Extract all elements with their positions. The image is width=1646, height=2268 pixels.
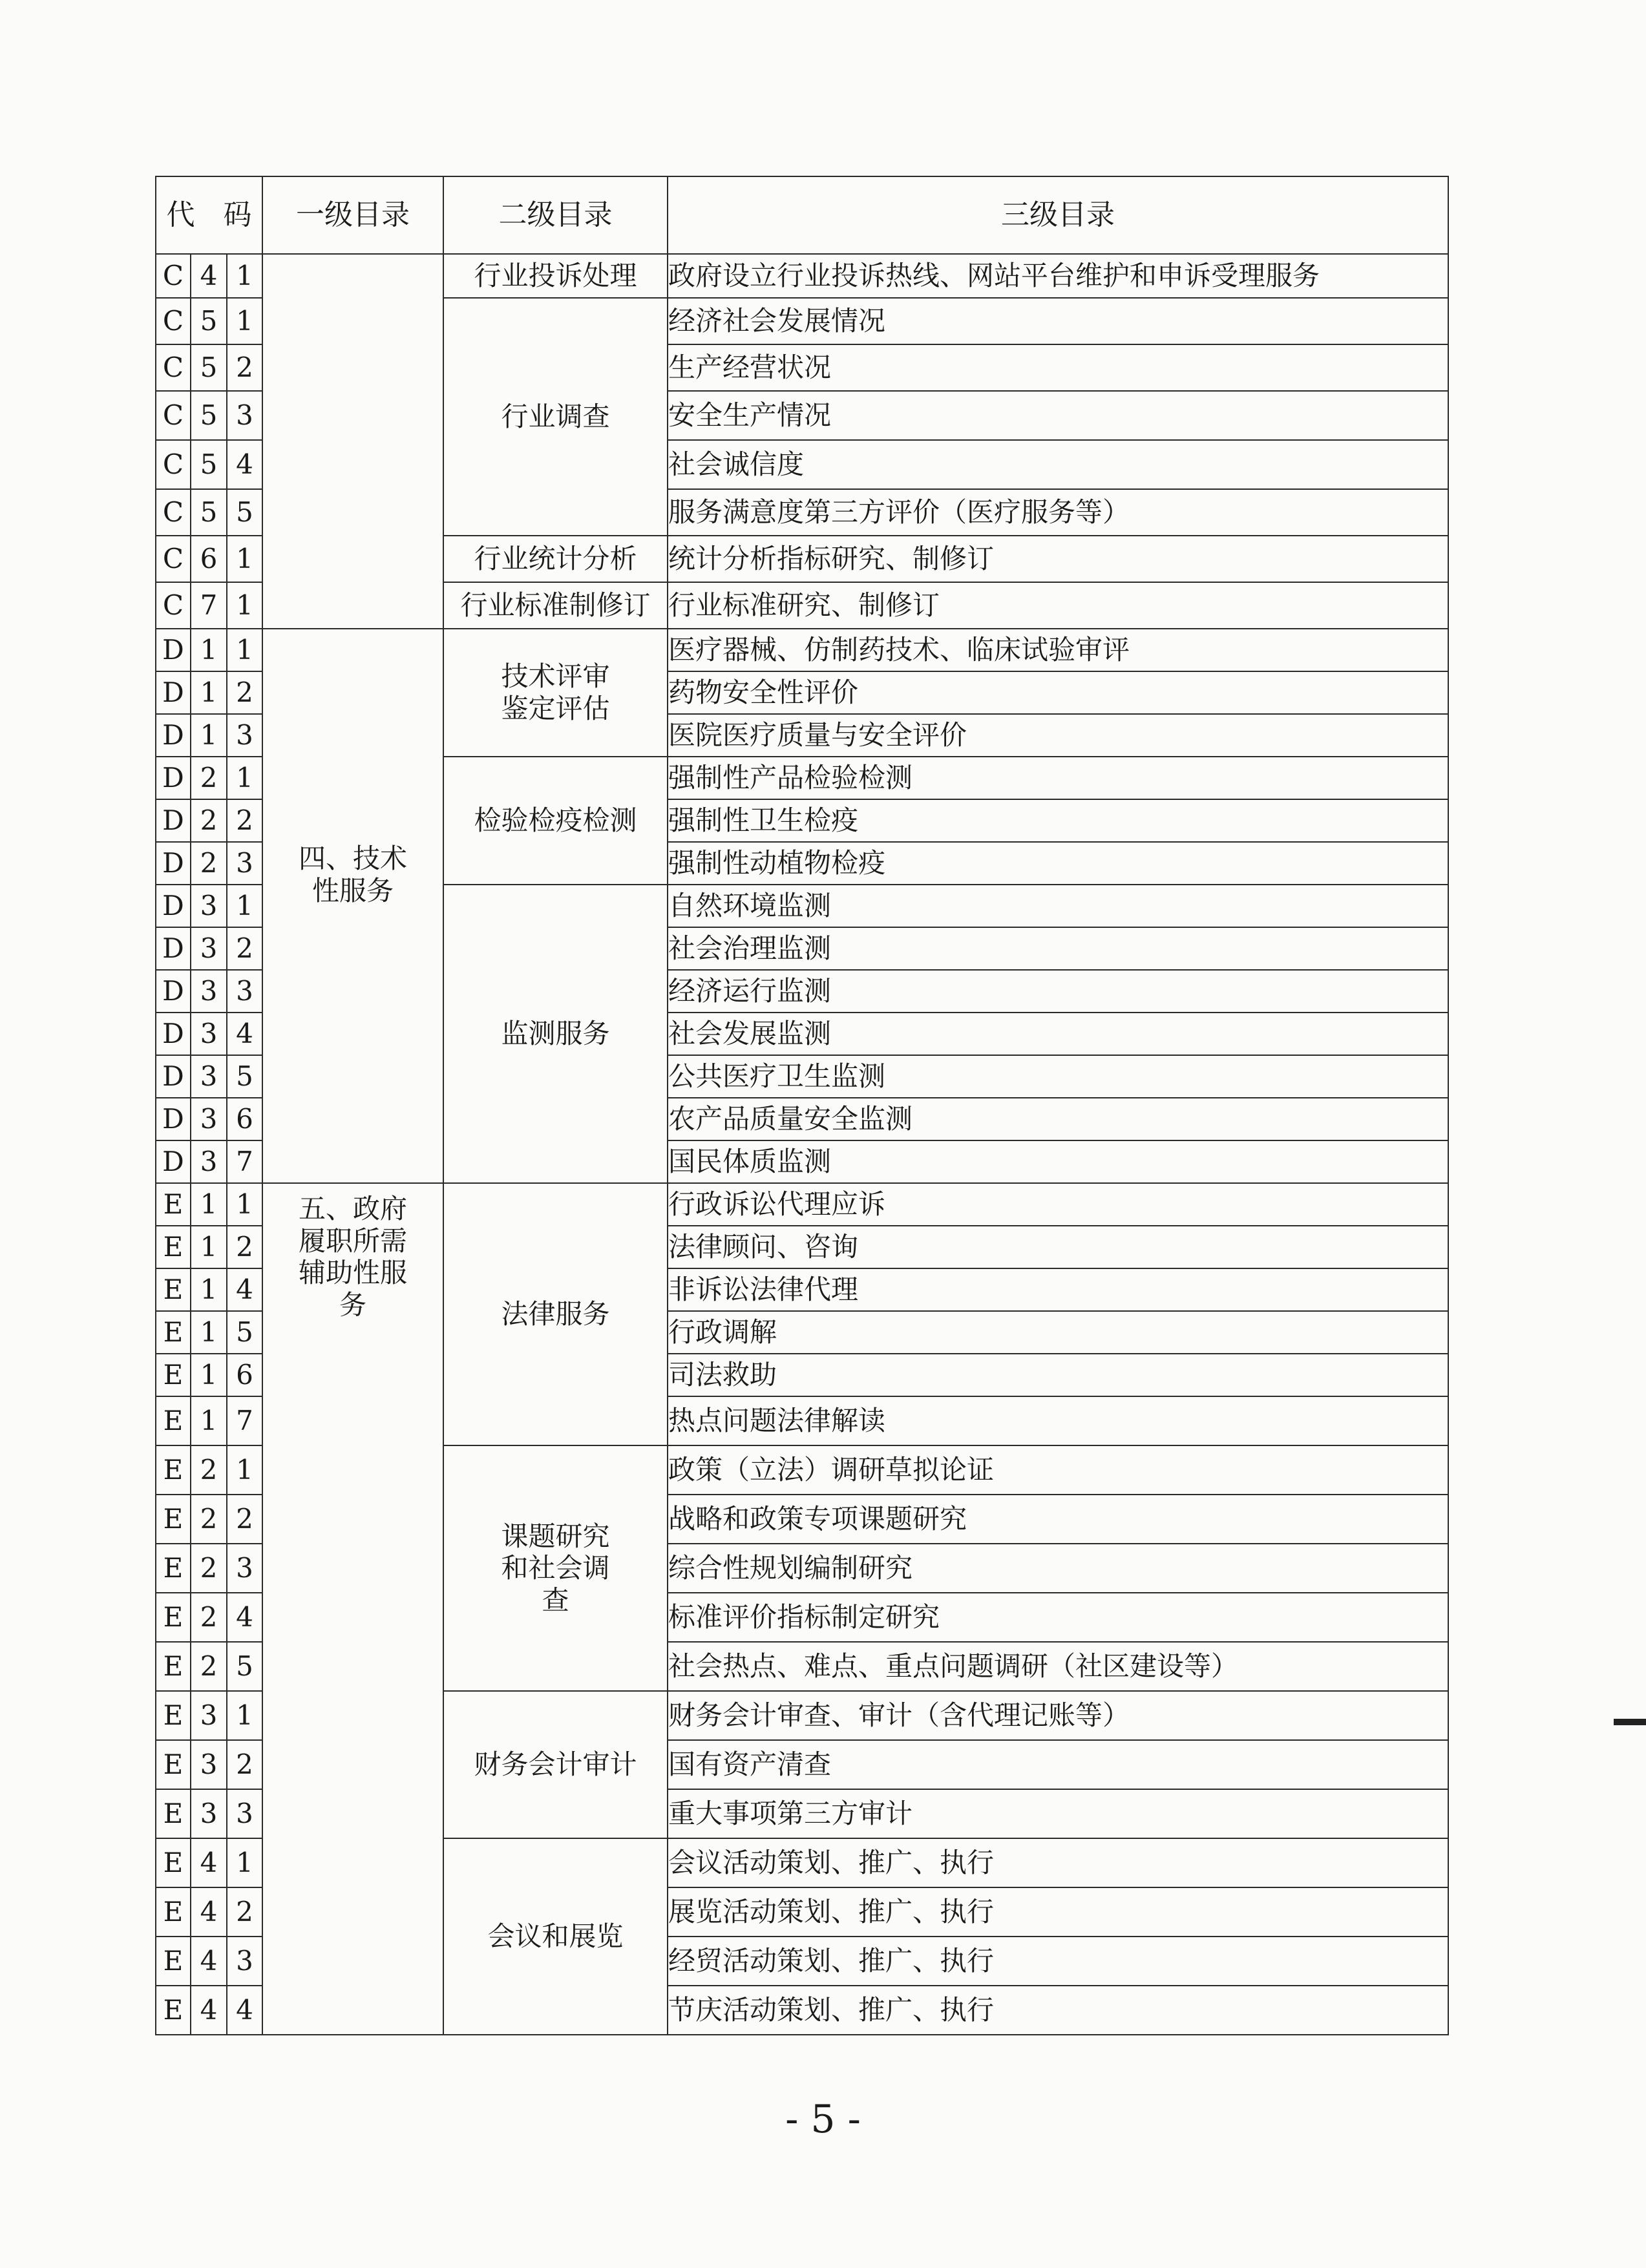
level3-item: 社会热点、难点、重点问题调研（社区建设等） bbox=[668, 1642, 1448, 1691]
code-digit2: 1 bbox=[227, 1183, 262, 1226]
code-digit1: 3 bbox=[191, 970, 227, 1013]
code-digit2: 3 bbox=[227, 714, 262, 757]
code-digit1: 4 bbox=[191, 1937, 227, 1986]
code-digit2: 4 bbox=[227, 1268, 262, 1311]
code-digit2: 3 bbox=[227, 391, 262, 440]
code-letter: E bbox=[156, 1642, 191, 1691]
code-digit1: 3 bbox=[191, 1740, 227, 1789]
code-digit1: 4 bbox=[191, 1838, 227, 1887]
level3-item: 自然环境监测 bbox=[668, 885, 1448, 927]
code-letter: D bbox=[156, 671, 191, 714]
code-digit1: 3 bbox=[191, 1140, 227, 1183]
level3-item: 强制性动植物检疫 bbox=[668, 842, 1448, 885]
code-digit1: 4 bbox=[191, 1986, 227, 2035]
code-letter: E bbox=[156, 1789, 191, 1838]
code-letter: D bbox=[156, 970, 191, 1013]
header-level2: 二级目录 bbox=[443, 176, 668, 254]
code-digit2: 1 bbox=[227, 1838, 262, 1887]
code-digit2: 1 bbox=[227, 1691, 262, 1740]
code-digit2: 2 bbox=[227, 927, 262, 970]
code-letter: C bbox=[156, 391, 191, 440]
code-letter: E bbox=[156, 1593, 191, 1642]
code-digit1: 3 bbox=[191, 1789, 227, 1838]
code-digit1: 6 bbox=[191, 536, 227, 582]
code-letter: C bbox=[156, 344, 191, 391]
level2-category: 行业标准制修订 bbox=[443, 582, 668, 629]
level3-item: 节庆活动策划、推广、执行 bbox=[668, 1986, 1448, 2035]
code-digit1: 3 bbox=[191, 1691, 227, 1740]
code-digit2: 5 bbox=[227, 1311, 262, 1354]
level3-item: 统计分析指标研究、制修订 bbox=[668, 536, 1448, 582]
code-digit2: 1 bbox=[227, 298, 262, 344]
level3-item: 非诉讼法律代理 bbox=[668, 1268, 1448, 1311]
code-letter: C bbox=[156, 536, 191, 582]
level3-item: 社会治理监测 bbox=[668, 927, 1448, 970]
code-digit2: 2 bbox=[227, 1740, 262, 1789]
code-digit1: 3 bbox=[191, 885, 227, 927]
level2-category: 财务会计审计 bbox=[443, 1691, 668, 1838]
code-digit2: 1 bbox=[227, 885, 262, 927]
code-digit2: 2 bbox=[227, 1495, 262, 1544]
code-digit1: 5 bbox=[191, 440, 227, 489]
table-row bbox=[156, 254, 1448, 298]
code-digit1: 5 bbox=[191, 489, 227, 536]
code-digit2: 4 bbox=[227, 440, 262, 489]
code-letter: E bbox=[156, 1691, 191, 1740]
code-digit2: 1 bbox=[227, 582, 262, 629]
level3-item: 经济社会发展情况 bbox=[668, 298, 1448, 344]
code-digit2: 5 bbox=[227, 1642, 262, 1691]
level2-category: 监测服务 bbox=[443, 885, 668, 1183]
page-number: - 5 - bbox=[785, 2097, 861, 2142]
level3-item: 行政诉讼代理应诉 bbox=[668, 1183, 1448, 1226]
level3-item: 司法救助 bbox=[668, 1354, 1448, 1396]
code-digit1: 3 bbox=[191, 1098, 227, 1140]
code-letter: D bbox=[156, 885, 191, 927]
code-letter: E bbox=[156, 1495, 191, 1544]
code-digit2: 7 bbox=[227, 1396, 262, 1445]
code-letter: D bbox=[156, 1013, 191, 1055]
code-digit2: 6 bbox=[227, 1098, 262, 1140]
level3-item: 标准评价指标制定研究 bbox=[668, 1593, 1448, 1642]
code-digit2: 3 bbox=[227, 1937, 262, 1986]
code-digit2: 4 bbox=[227, 1593, 262, 1642]
code-digit1: 3 bbox=[191, 1055, 227, 1098]
code-letter: E bbox=[156, 1226, 191, 1268]
code-digit2: 1 bbox=[227, 757, 262, 799]
code-digit2: 4 bbox=[227, 1013, 262, 1055]
code-digit1: 2 bbox=[191, 842, 227, 885]
level2-category: 行业统计分析 bbox=[443, 536, 668, 582]
level3-item: 社会诚信度 bbox=[668, 440, 1448, 489]
code-digit2: 2 bbox=[227, 671, 262, 714]
table-row bbox=[156, 1183, 1448, 1226]
code-letter: C bbox=[156, 582, 191, 629]
code-digit1: 1 bbox=[191, 629, 227, 671]
level3-item: 政府设立行业投诉热线、网站平台维护和申诉受理服务 bbox=[668, 254, 1448, 298]
code-digit2: 3 bbox=[227, 970, 262, 1013]
code-digit2: 2 bbox=[227, 344, 262, 391]
level3-item: 展览活动策划、推广、执行 bbox=[668, 1887, 1448, 1937]
level3-item: 服务满意度第三方评价（医疗服务等） bbox=[668, 489, 1448, 536]
code-letter: E bbox=[156, 1311, 191, 1354]
code-digit2: 6 bbox=[227, 1354, 262, 1396]
level3-item: 会议活动策划、推广、执行 bbox=[668, 1838, 1448, 1887]
level3-item: 政策（立法）调研草拟论证 bbox=[668, 1445, 1448, 1495]
code-digit1: 3 bbox=[191, 927, 227, 970]
code-digit2: 5 bbox=[227, 489, 262, 536]
code-letter: D bbox=[156, 714, 191, 757]
level1-category: 四、技术性服务 bbox=[262, 629, 443, 1183]
code-digit1: 5 bbox=[191, 391, 227, 440]
level2-category: 课题研究和社会调查 bbox=[443, 1445, 668, 1691]
code-letter: E bbox=[156, 1937, 191, 1986]
code-digit1: 2 bbox=[191, 1495, 227, 1544]
code-digit1: 1 bbox=[191, 1268, 227, 1311]
code-letter: E bbox=[156, 1445, 191, 1495]
code-digit2: 3 bbox=[227, 1789, 262, 1838]
code-digit2: 1 bbox=[227, 254, 262, 298]
code-digit1: 4 bbox=[191, 254, 227, 298]
level3-item: 农产品质量安全监测 bbox=[668, 1098, 1448, 1140]
level3-item: 安全生产情况 bbox=[668, 391, 1448, 440]
code-letter: C bbox=[156, 489, 191, 536]
level2-category: 行业调查 bbox=[443, 298, 668, 536]
code-digit1: 4 bbox=[191, 1887, 227, 1937]
table-header-row bbox=[156, 176, 1448, 254]
header-level1: 一级目录 bbox=[262, 176, 443, 254]
code-letter: E bbox=[156, 1544, 191, 1593]
code-digit1: 5 bbox=[191, 298, 227, 344]
level3-item: 战略和政策专项课题研究 bbox=[668, 1495, 1448, 1544]
code-letter: E bbox=[156, 1268, 191, 1311]
code-letter: C bbox=[156, 254, 191, 298]
code-digit2: 2 bbox=[227, 799, 262, 842]
code-digit2: 4 bbox=[227, 1986, 262, 2035]
code-letter: D bbox=[156, 629, 191, 671]
code-digit1: 2 bbox=[191, 1544, 227, 1593]
level3-item: 行业标准研究、制修订 bbox=[668, 582, 1448, 629]
code-digit2: 1 bbox=[227, 1445, 262, 1495]
level2-category: 会议和展览 bbox=[443, 1838, 668, 2035]
code-digit2: 1 bbox=[227, 536, 262, 582]
code-digit1: 1 bbox=[191, 1226, 227, 1268]
level3-item: 热点问题法律解读 bbox=[668, 1396, 1448, 1445]
code-letter: E bbox=[156, 1354, 191, 1396]
level3-item: 经济运行监测 bbox=[668, 970, 1448, 1013]
code-digit2: 5 bbox=[227, 1055, 262, 1098]
code-letter: E bbox=[156, 1986, 191, 2035]
code-digit1: 1 bbox=[191, 671, 227, 714]
level3-item: 社会发展监测 bbox=[668, 1013, 1448, 1055]
level3-item: 医院医疗质量与安全评价 bbox=[668, 714, 1448, 757]
level3-item: 综合性规划编制研究 bbox=[668, 1544, 1448, 1593]
table-body bbox=[156, 254, 1448, 2035]
code-letter: E bbox=[156, 1887, 191, 1937]
code-digit1: 7 bbox=[191, 582, 227, 629]
level3-item: 强制性产品检验检测 bbox=[668, 757, 1448, 799]
level3-item: 国有资产清查 bbox=[668, 1740, 1448, 1789]
code-digit2: 2 bbox=[227, 1226, 262, 1268]
code-digit1: 2 bbox=[191, 1642, 227, 1691]
code-digit2: 7 bbox=[227, 1140, 262, 1183]
code-letter: D bbox=[156, 1098, 191, 1140]
code-digit1: 1 bbox=[191, 1354, 227, 1396]
level2-category: 检验检疫检测 bbox=[443, 757, 668, 885]
code-digit1: 2 bbox=[191, 1593, 227, 1642]
scan-edge-mark bbox=[1614, 1719, 1646, 1725]
code-letter: C bbox=[156, 298, 191, 344]
code-letter: C bbox=[156, 440, 191, 489]
header-code: 代 码 bbox=[156, 176, 262, 254]
level2-category: 技术评审鉴定评估 bbox=[443, 629, 668, 757]
code-letter: E bbox=[156, 1838, 191, 1887]
table-row bbox=[156, 629, 1448, 671]
level3-item: 医疗器械、仿制药技术、临床试验审评 bbox=[668, 629, 1448, 671]
code-digit1: 1 bbox=[191, 1396, 227, 1445]
code-letter: E bbox=[156, 1740, 191, 1789]
code-digit1: 5 bbox=[191, 344, 227, 391]
code-digit2: 1 bbox=[227, 629, 262, 671]
code-digit1: 3 bbox=[191, 1013, 227, 1055]
code-digit1: 2 bbox=[191, 1445, 227, 1495]
code-digit1: 2 bbox=[191, 799, 227, 842]
code-letter: D bbox=[156, 799, 191, 842]
code-digit2: 3 bbox=[227, 1544, 262, 1593]
code-letter: E bbox=[156, 1396, 191, 1445]
code-digit1: 2 bbox=[191, 757, 227, 799]
level3-item: 财务会计审查、审计（含代理记账等） bbox=[668, 1691, 1448, 1740]
code-digit1: 1 bbox=[191, 1183, 227, 1226]
code-digit1: 1 bbox=[191, 714, 227, 757]
level3-item: 公共医疗卫生监测 bbox=[668, 1055, 1448, 1098]
level2-category: 行业投诉处理 bbox=[443, 254, 668, 298]
level1-category bbox=[262, 254, 443, 629]
code-digit2: 3 bbox=[227, 842, 262, 885]
level3-item: 行政调解 bbox=[668, 1311, 1448, 1354]
level3-item: 重大事项第三方审计 bbox=[668, 1789, 1448, 1838]
code-letter: D bbox=[156, 1055, 191, 1098]
level3-item: 药物安全性评价 bbox=[668, 671, 1448, 714]
level1-category: 五、政府履职所需辅助性服务 bbox=[262, 1183, 443, 2035]
code-letter: D bbox=[156, 842, 191, 885]
level2-category: 法律服务 bbox=[443, 1183, 668, 1445]
level3-item: 经贸活动策划、推广、执行 bbox=[668, 1937, 1448, 1986]
code-letter: D bbox=[156, 1140, 191, 1183]
code-letter: D bbox=[156, 927, 191, 970]
code-digit1: 1 bbox=[191, 1311, 227, 1354]
code-digit2: 2 bbox=[227, 1887, 262, 1937]
level3-item: 生产经营状况 bbox=[668, 344, 1448, 391]
code-letter: D bbox=[156, 757, 191, 799]
service-catalog-table bbox=[155, 176, 1449, 2035]
level3-item: 法律顾问、咨询 bbox=[668, 1226, 1448, 1268]
header-level3: 三级目录 bbox=[668, 176, 1448, 254]
level3-item: 强制性卫生检疫 bbox=[668, 799, 1448, 842]
level3-item: 国民体质监测 bbox=[668, 1140, 1448, 1183]
code-letter: E bbox=[156, 1183, 191, 1226]
